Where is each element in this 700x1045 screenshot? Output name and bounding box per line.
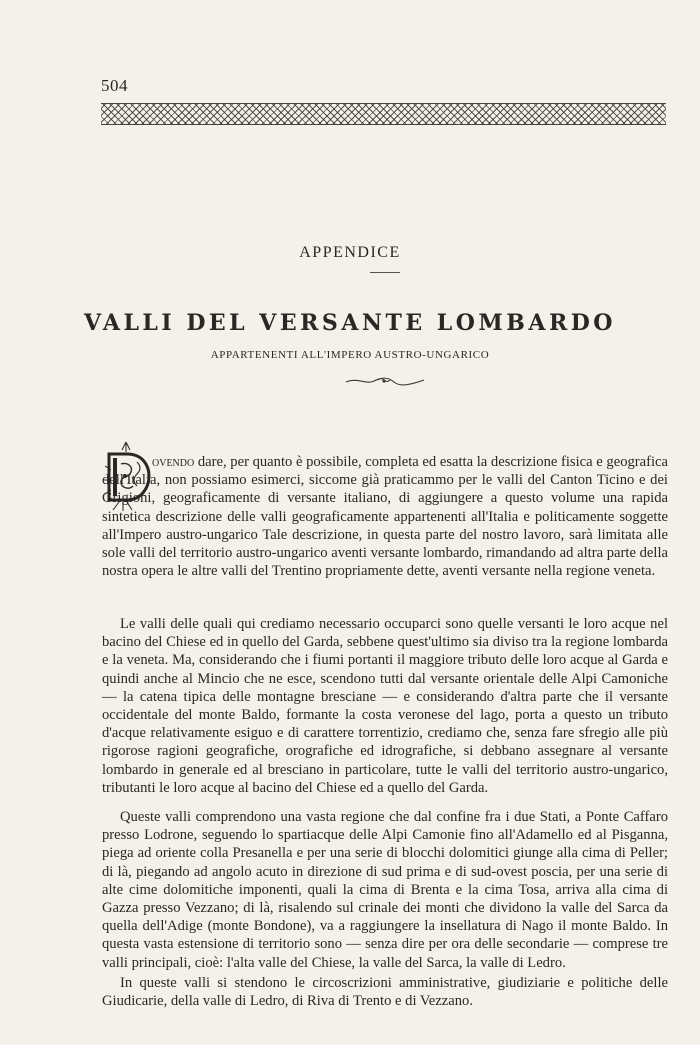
page-number: 504 [101,76,128,95]
paragraph-lead-word: ovendo [152,454,195,470]
body-paragraph-2 [102,615,668,797]
chapter-heading: APPENDICE [299,244,401,261]
paragraph-text: Queste valli comprendono una vasta regione che dal confine fra i due Stati, a Ponte Caffaro presso Lodrone, seguendo lo spartiacque delle Alpi Camonie fino all'Adamello ed al Pisganna, piega ad oriente colla Presanella e per una serie di blocchi dolomitici giunge alla cima di Peller; di là, piegando ad angolo acuto in direzione di sud prima e di sud-ovest poscia, per una serie di alte cime dolomitiche imponenti, quali la cima di Brenta e la cima Tosa, arriva alla cima di Gazza presso Vezzano; di là, risalendo sul crinale dei monti che dividono la valle del Sarca da quella dell'Adige (monte Bondone), va a raggiungere la insellatura di Nago il monte Baldo. In questa vasta estensione di territorio sono — senza dire per ora delle secondarie — comprese tre valli principali, cioè: l'alta valle del Chiese, la valle del Sarca, la valle di Ledro. [102,809,668,971]
body-paragraph-3 [102,808,668,972]
paragraph-text: In queste valli si stendono le circoscrizioni amministrative, giudiziarie e politiche delle Giudicarie, della valle di Ledro, di Riva di Trento e di Vezzano. [102,975,668,1010]
body-paragraph-4 [102,974,668,1010]
paragraph-text: dare, per quanto è possibile, completa ed esatta la descrizione fisica e geografica dell'Italia, non possiamo esimerci, siccome già praticammo per le valli del Canton Ticino e dei Grigioni, geograficamente di versante italiano, di aggiungere a questo volume una rapida sintetica descrizione delle valli geograficamente appartenenti all'Italia e politicamente soggette all'Impero austro-ungarico Tale descrizione, in questa parte del nostro lavoro, sarà limitata alle sole valli del territorio austro-ungarico aventi versante lombardo, rimandando ad altra parte della nostra opera le altre valli del Trentino propriamente dette, aventi versante nella regione veneta. [102,454,668,580]
page-subtitle: APPARTENENTI ALL'IMPERO AUSTRO-UNGARICO [210,349,490,361]
paragraph-text: Le valli delle quali qui crediamo necessario occuparci sono quelle versanti le loro acque nel bacino del Chiese ed in quello del Garda, sebbene quest'ultimo sia diviso tra la regione lombarda e la veneta. Ma, considerando che i fiumi portanti il maggiore tributo delle loro acque al Garda e quindi anche al Mincio che ne esce, scendono tutti dal versante orientale delle Alpi Camoniche — la catena tipica delle montagne bresciane — e considerando d'altra parte che il versante occidentale del monte Baldo, formante la costa veronese del lago, porta a questo un tributo d'acque relativamente esiguo e di carattere torrentizio, crediamo che, senza fare sfregio alle più rigorose ragioni geografiche, orografiche ed idrografiche, si debbano assegnare al versante lombardo in generale ed al bresciano in particolare, tutte le valli del territorio austro-ungarico, tributanti le loro acque al bacino del Chiese ed a quello del Garda. [102,616,668,796]
flourish-ornament-icon [344,373,426,389]
page-title: VALLI DEL VERSANTE LOMBARDO [84,310,616,336]
body-paragraph-1 [102,453,668,580]
heading-divider [370,272,400,273]
header-rule [101,103,666,125]
